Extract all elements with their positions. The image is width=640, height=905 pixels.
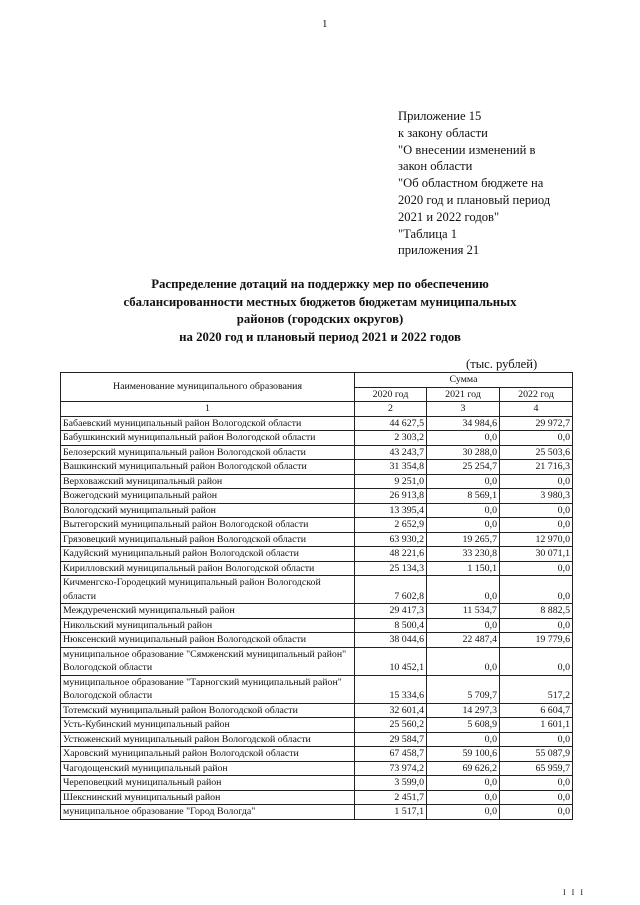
municipality-name: Междуреченский муниципальный район [61, 604, 355, 619]
amount-2022: 3 980,3 [500, 489, 573, 504]
amount-2022: 6 604,7 [500, 703, 573, 718]
table-row [61, 489, 573, 504]
amount-2020: 7 602,8 [355, 576, 427, 604]
appendix-line: "Таблица 1 [398, 226, 458, 241]
amount-2020: 31 354,8 [355, 460, 427, 475]
municipality-name: Никольский муниципальный район [61, 618, 355, 633]
amount-2021: 0,0 [427, 576, 500, 604]
table-row [61, 805, 573, 820]
municipality-name: Кичменгско-Городецкий муниципальный район Вологодской области [61, 576, 355, 604]
municipality-name: Вожегодский муниципальный район [61, 489, 355, 504]
amount-2022: 55 087,9 [500, 747, 573, 762]
column-index: 2 [355, 402, 427, 417]
table-row [61, 618, 573, 633]
municipality-name: муниципальное образование "Сямженский муниципальный район" Вологодской области [61, 647, 355, 675]
column-index-row [61, 402, 573, 417]
municipality-name: Череповецкий муниципальный район [61, 776, 355, 791]
page-mark: 1 [322, 18, 328, 30]
table-row [61, 703, 573, 718]
municipality-name: Бабаевский муниципальный район Вологодской области [61, 416, 355, 431]
municipality-name: Нюксенский муниципальный район Вологодской области [61, 633, 355, 648]
amount-2020: 26 913,8 [355, 489, 427, 504]
amount-2022: 25 503,6 [500, 445, 573, 460]
column-index: 4 [500, 402, 573, 417]
municipality-name: Кирилловский муниципальный район Вологодской области [61, 561, 355, 576]
municipality-name: Кадуйский муниципальный район Вологодской области [61, 547, 355, 562]
title-line: районов (городских округов) [236, 312, 404, 326]
amount-2020: 67 458,7 [355, 747, 427, 762]
amount-2021: 59 100,6 [427, 747, 500, 762]
amount-2021: 0,0 [427, 647, 500, 675]
table-row [61, 445, 573, 460]
amount-2022: 29 972,7 [500, 416, 573, 431]
amount-2021: 0,0 [427, 732, 500, 747]
amount-2020: 13 395,4 [355, 503, 427, 518]
table-row [61, 747, 573, 762]
appendix-reference [398, 108, 598, 259]
subsidy-table [60, 372, 573, 820]
amount-2020: 44 627,5 [355, 416, 427, 431]
table-row [61, 431, 573, 446]
amount-2021: 11 534,7 [427, 604, 500, 619]
amount-2020: 38 044,6 [355, 633, 427, 648]
amount-2021: 5 608,9 [427, 718, 500, 733]
amount-2020: 2 652,9 [355, 518, 427, 533]
amount-2021: 0,0 [427, 431, 500, 446]
table-row [61, 460, 573, 475]
amount-2021: 1 150,1 [427, 561, 500, 576]
amount-2022: 0,0 [500, 790, 573, 805]
amount-2020: 8 500,4 [355, 618, 427, 633]
column-header-name: Наименование муниципального образования [61, 373, 355, 402]
amount-2021: 0,0 [427, 618, 500, 633]
amount-2022: 0,0 [500, 518, 573, 533]
amount-2022: 0,0 [500, 561, 573, 576]
amount-2022: 30 071,1 [500, 547, 573, 562]
table-row [61, 503, 573, 518]
table-row [61, 732, 573, 747]
amount-2020: 10 452,1 [355, 647, 427, 675]
appendix-line: 2020 год и плановый период [398, 192, 551, 207]
municipality-name: Харовский муниципальный район Вологодской области [61, 747, 355, 762]
table-row [61, 547, 573, 562]
units-label: (тыс. рублей) [466, 357, 538, 371]
amount-2022: 0,0 [500, 647, 573, 675]
table-row [61, 647, 573, 675]
appendix-line: закон области [398, 159, 473, 174]
amount-2020: 43 243,7 [355, 445, 427, 460]
municipality-name: Верховажский муниципальный район [61, 474, 355, 489]
amount-2021: 0,0 [427, 805, 500, 820]
amount-2022: 0,0 [500, 618, 573, 633]
table-row [61, 790, 573, 805]
amount-2020: 48 221,6 [355, 547, 427, 562]
amount-2021: 22 487,4 [427, 633, 500, 648]
table-row [61, 675, 573, 703]
amount-2020: 2 451,7 [355, 790, 427, 805]
table-row [61, 761, 573, 776]
amount-2021: 14 297,3 [427, 703, 500, 718]
amount-2022: 0,0 [500, 576, 573, 604]
amount-2022: 0,0 [500, 474, 573, 489]
amount-2021: 0,0 [427, 503, 500, 518]
amount-2021: 0,0 [427, 790, 500, 805]
municipality-name: Вытегорский муниципальный район Вологодской области [61, 518, 355, 533]
amount-2022: 517,2 [500, 675, 573, 703]
table-row [61, 633, 573, 648]
amount-2021: 69 626,2 [427, 761, 500, 776]
amount-2020: 1 517,1 [355, 805, 427, 820]
municipality-name: муниципальное образование "Тарногский муниципальный район" Вологодской области [61, 675, 355, 703]
amount-2021: 34 984,6 [427, 416, 500, 431]
appendix-line: к закону области [398, 125, 488, 140]
appendix-line: "Об областном бюджете на [398, 176, 544, 191]
municipality-name: Грязовецкий муниципальный район Вологодской области [61, 532, 355, 547]
amount-2020: 73 974,2 [355, 761, 427, 776]
amount-2020: 15 334,6 [355, 675, 427, 703]
column-header-2020: 2020 год [355, 387, 427, 402]
amount-2022: 0,0 [500, 805, 573, 820]
municipality-name: Чагодощенский муниципальный район [61, 761, 355, 776]
amount-2020: 25 560,2 [355, 718, 427, 733]
amount-2022: 0,0 [500, 431, 573, 446]
amount-2021: 19 265,7 [427, 532, 500, 547]
table-row [61, 576, 573, 604]
amount-2020: 29 584,7 [355, 732, 427, 747]
amount-2022: 65 959,7 [500, 761, 573, 776]
amount-2020: 9 251,0 [355, 474, 427, 489]
municipality-name: Вашкинский муниципальный район Вологодской области [61, 460, 355, 475]
amount-2022: 21 716,3 [500, 460, 573, 475]
amount-2020: 29 417,3 [355, 604, 427, 619]
amount-2022: 19 779,6 [500, 633, 573, 648]
amount-2021: 0,0 [427, 518, 500, 533]
amount-2020: 25 134,3 [355, 561, 427, 576]
footer-mark: I I I [563, 888, 585, 897]
amount-2022: 8 882,5 [500, 604, 573, 619]
appendix-line: Приложение 15 [398, 109, 482, 123]
municipality-name: Усть-Кубинский муниципальный район [61, 718, 355, 733]
table-row [61, 518, 573, 533]
column-header-2022: 2022 год [500, 387, 573, 402]
table-row [61, 776, 573, 791]
table-row [61, 416, 573, 431]
table-row [61, 561, 573, 576]
column-header-sum: Сумма [355, 373, 573, 388]
table-row [61, 474, 573, 489]
amount-2022: 0,0 [500, 776, 573, 791]
amount-2022: 12 970,0 [500, 532, 573, 547]
amount-2021: 8 569,1 [427, 489, 500, 504]
column-index: 1 [61, 402, 355, 417]
amount-2021: 33 230,8 [427, 547, 500, 562]
municipality-name: Шекснинский муниципальный район [61, 790, 355, 805]
municipality-name: Вологодский муниципальный район [61, 503, 355, 518]
column-header-2021: 2021 год [427, 387, 500, 402]
amount-2020: 32 601,4 [355, 703, 427, 718]
amount-2020: 2 303,2 [355, 431, 427, 446]
amount-2020: 3 599,0 [355, 776, 427, 791]
table-row [61, 532, 573, 547]
municipality-name: Тотемский муниципальный район Вологодской области [61, 703, 355, 718]
table-row [61, 604, 573, 619]
amount-2021: 0,0 [427, 776, 500, 791]
municipality-name: Устюженский муниципальный район Вологодской области [61, 732, 355, 747]
appendix-line: "О внесении изменений в [398, 142, 536, 157]
title-line: сбалансированности местных бюджетов бюджетам муниципальных [123, 294, 517, 309]
amount-2022: 0,0 [500, 503, 573, 518]
table-row [61, 718, 573, 733]
appendix-line: 2021 и 2022 годов" [398, 209, 500, 224]
amount-2021: 0,0 [427, 474, 500, 489]
municipality-name: Бабушкинский муниципальный район Вологодской области [61, 431, 355, 446]
amount-2021: 30 288,0 [427, 445, 500, 460]
document-title [60, 276, 580, 346]
appendix-line: приложения 21 [398, 243, 480, 258]
amount-2020: 63 930,2 [355, 532, 427, 547]
amount-2022: 0,0 [500, 732, 573, 747]
title-line: на 2020 год и плановый период 2021 и 2022 годов [179, 329, 461, 344]
amount-2021: 25 254,7 [427, 460, 500, 475]
municipality-name: муниципальное образование "Город Вологда" [61, 805, 355, 820]
amount-2021: 5 709,7 [427, 675, 500, 703]
column-index: 3 [427, 402, 500, 417]
amount-2022: 1 601,1 [500, 718, 573, 733]
title-line: Распределение дотаций на поддержку мер по обеспечению [151, 277, 489, 291]
municipality-name: Белозерский муниципальный район Вологодской области [61, 445, 355, 460]
